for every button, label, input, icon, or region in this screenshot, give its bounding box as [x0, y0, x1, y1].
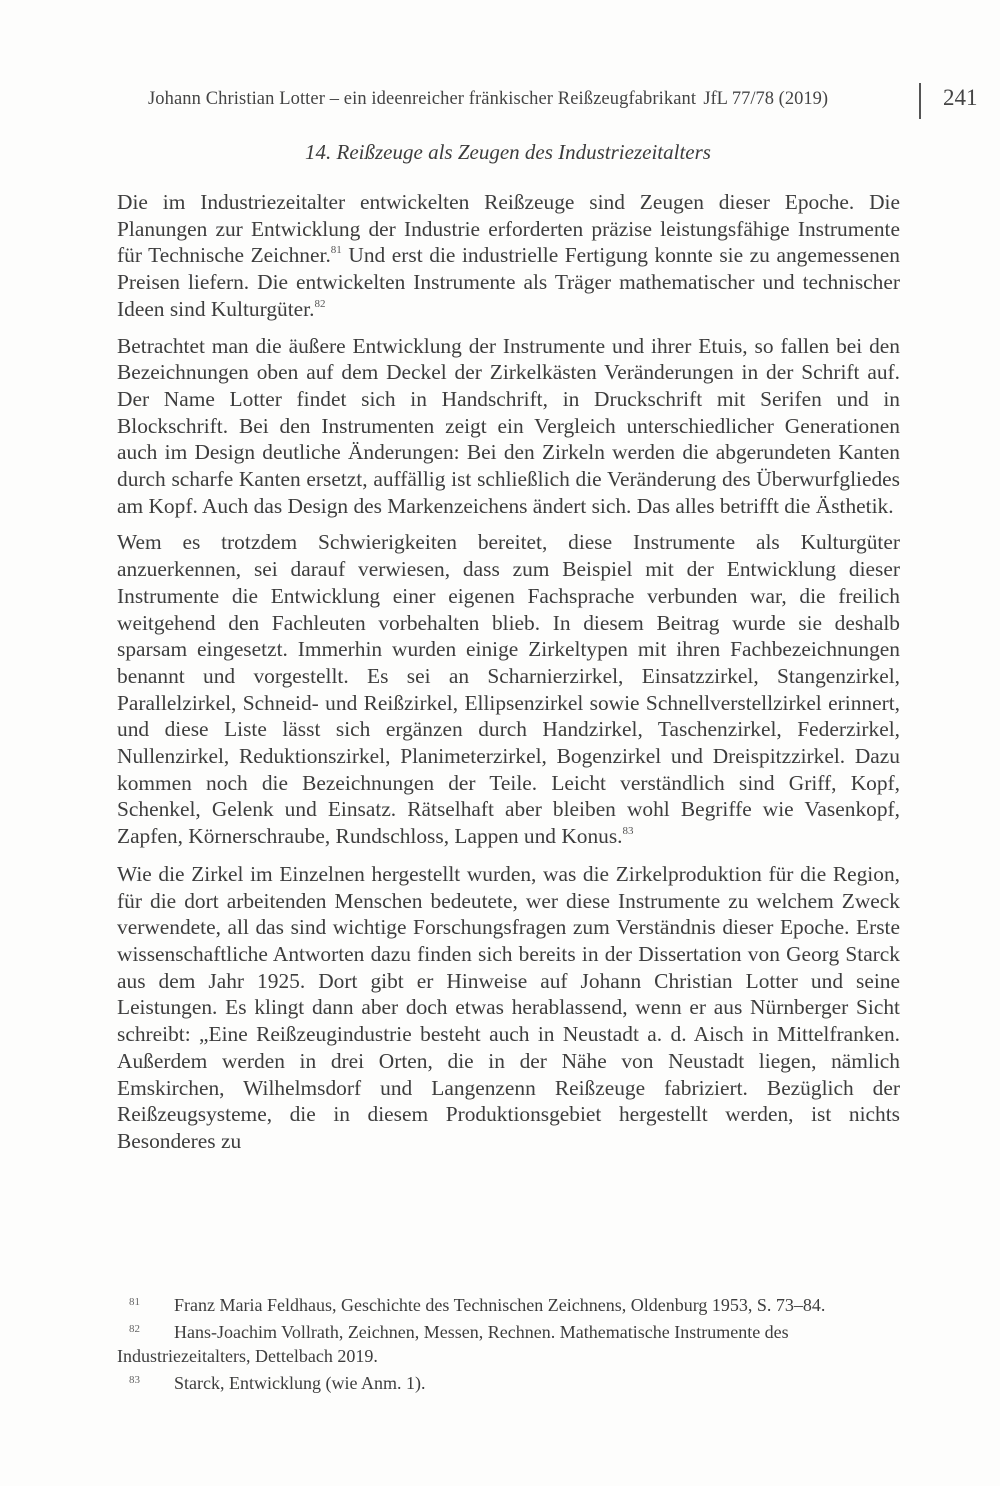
footnote-ref-81[interactable]: 81	[330, 244, 342, 257]
paragraph-2: Betrachtet man die äußere Entwicklung der Instrumente und ihrer Etuis, so fallen bei den Bezeichnungen oben auf dem Deckel der Zirkelkästen Veränderungen in der Schrift auf. Der Name Lotter findet sich in Handschrift, in Druckschrift mit Serifen und in Blockschrift. Bei den Instrumenten zeigt ein Vergleich unterschiedlicher Generationen auch im Design deutliche Änderungen: Bei den Zirkeln werden die abgerundeten Kanten durch scharfe Kanten ersetzt, auffällig ist schließlich die Veränderung des Überwurfgliedes am Kopf. Auch das Design des Markenzeichens ändert sich. Das alles betrifft die Ästhetik.	[117, 333, 900, 518]
footnote-81	[117, 1290, 900, 1317]
section-heading: 14. Reißzeuge als Zeugen des Industriezeitalters	[305, 140, 711, 164]
footnote-text-continuation: Industriezeitalters, Dettelbach 2019.	[117, 1346, 378, 1366]
footnote-ref-83[interactable]: 83	[622, 825, 634, 838]
footnote-83	[117, 1368, 900, 1395]
running-head	[148, 83, 978, 117]
paragraph-1-text-b: Und erst die industrielle Fertigung konnte sie zu angemessenen Preisen liefern. Die entwickelten Instrumente als Träger mathematischer und technischer Ideen sind Kulturgüter.	[117, 243, 900, 321]
paragraph-4: Wie die Zirkel im Einzelnen hergestellt wurden, was die Zirkelproduktion für die Region, für die dort arbeitenden Menschen bedeutete, wer diese Instrumente zu welchem Zweck verwendete, all das sind wichtige Forschungsfragen zum Verständnis dieser Epoche. Erste wissenschaftliche Antworten dazu finden sich bereits in der Dissertation von Georg Starck aus dem Jahr 1925. Dort gibt er Hinweise auf Johann Christian Lotter und seine Leistungen. Es klingt dann aber doch etwas herablassend, wenn er aus Nürnberger Sicht schreibt: „Eine Reißzeugindustrie besteht auch in Neustadt a. d. Aisch in Mittelfranken. Außerdem werden in drei Orten, die in der Nähe von Neustadt liegen, nämlich Emskirchen, Wilhelmsdorf und Langenzenn Reißzeuge fabriziert. Bezüglich der Reißzeugsysteme, die in diesem Produktionsgebiet hergestellt werden, ist nichts Besonderes zu	[117, 861, 900, 1153]
body-text	[117, 189, 900, 1155]
footnotes	[117, 1290, 900, 1395]
footnote-number: 83	[129, 1374, 140, 1386]
footnote-number: 82	[129, 1323, 140, 1335]
footnote-ref-82[interactable]: 82	[314, 297, 326, 310]
footnote-number: 81	[129, 1296, 140, 1308]
running-head-divider	[919, 83, 921, 119]
running-head-title: Johann Christian Lotter – ein ideenreicher fränkischer Reißzeugfabrikant	[148, 89, 697, 109]
paragraph-3	[117, 529, 900, 849]
footnote-text: Franz Maria Feldhaus, Geschichte des Technischen Zeichnens, Oldenburg 1953, S. 73–84.	[174, 1295, 826, 1315]
page-number: 241	[943, 85, 978, 110]
paragraph-1-text-a: Die im Industriezeitalter entwickelten Reißzeuge sind Zeugen dieser Epoche. Die Planungen zur Entwicklung der Industrie erforderten präzise leistungsfähige Instrumente für Technische Zeichner.	[117, 190, 900, 268]
paragraph-spacer	[117, 519, 900, 529]
footnote-text: Starck, Entwicklung (wie Anm. 1).	[174, 1373, 426, 1393]
paragraph-3-text: Wem es trotzdem Schwierigkeiten bereitet, diese Instrumente als Kulturgüter anzuerkennen, sei darauf verwiesen, dass zum Beispiel mit der Entwicklung dieser Instrumente die Entwicklung einer eigenen Fachsprache verbunden war, die freilich weitgehend den Fachleuten vorbehalten blieb. In diesem Beitrag wurde sie deshalb sparsam eingesetzt. Immerhin wurden einige Zirkeltypen mit ihren Fachbezeichnungen benannt und vorgestellt. Es sei an Scharnierzirkel, Einsatzzirkel, Stangenzirkel, Parallelzirkel, Schneid- und Reißzirkel, Ellipsenzirkel sowie Schnellverstellzirkel erinnert, und diese Liste lässt sich ergänzen durch Handzirkel, Taschenzirkel, Federzirkel, Nullenzirkel, Reduktionszirkel, Planimeterzirkel, Bogenzirkel und Dreispitzzirkel. Dazu kommen noch die Bezeichnungen der Teile. Leicht verständlich sind Griff, Kopf, Schenkel, Gelenk und Einsatz. Rätselhaft aber bleiben wohl Begriffe wie Vasenkopf, Zapfen, Körnerschraube, Rundschloss, Lappen und Konus.	[117, 530, 900, 849]
paragraph-1	[117, 189, 900, 323]
paragraph-spacer	[117, 323, 900, 333]
running-head-journal: JfL 77/78 (2019)	[703, 89, 828, 109]
footnote-82	[117, 1317, 900, 1368]
footnote-text: Hans-Joachim Vollrath, Zeichnen, Messen, Rechnen. Mathematische Instrumente des	[174, 1322, 789, 1342]
paragraph-spacer	[117, 850, 900, 861]
